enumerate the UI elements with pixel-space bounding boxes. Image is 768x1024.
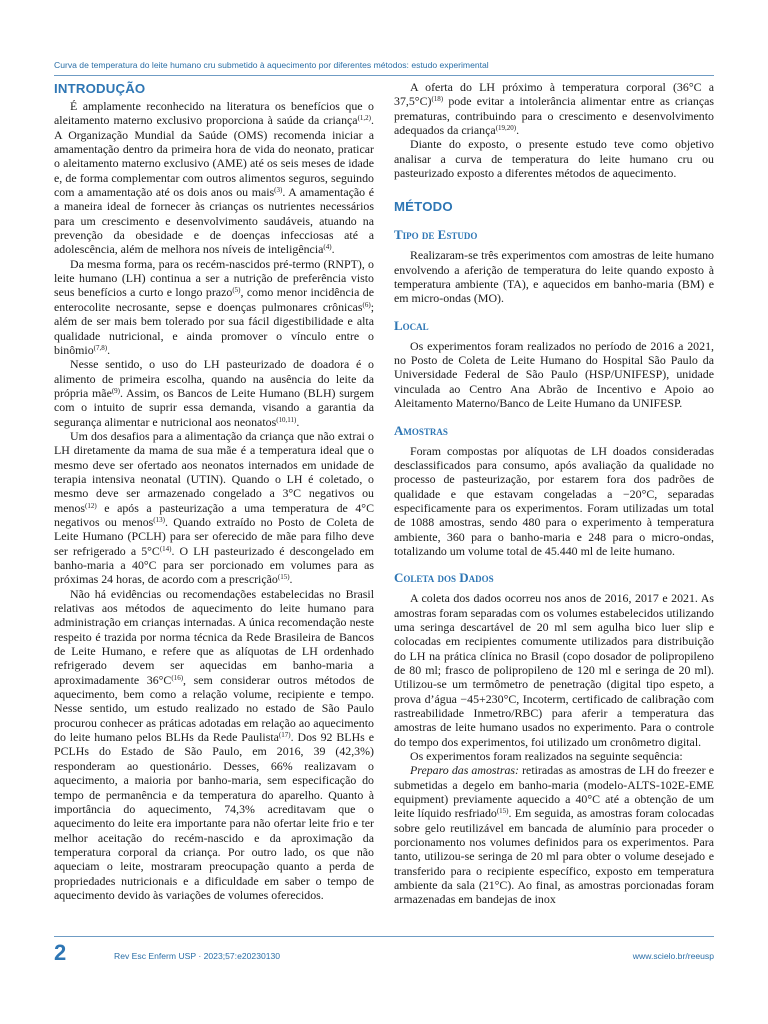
section-title-metodo: MÉTODO: [394, 199, 453, 215]
paragraph: Um dos desafios para a alimentação da criança que não extrai o LH diretamente da mama de sua mãe é a temperatura ideal que o mesmo deve ser ofertado aos neonatos internados em unidade de terapia intensiva neonatal (UTIN). Quando o LH é coletado, o mesmo deve ser armazenado congelado a 3°C negativos ou menos$^{(12)}$ e após a pasteurização a uma temperatura de 4°C negativos ou menos$^{(13)}$. Quando extraído no Posto de Coleta de Leite Humano (PCLH) para ser oferecido de mãe para filho deve ser refrigerado a $5^\circ C^{(14)}$. O LH pasteurizado é descongelado em banho-maria a 40°C para ser porcionado em volumes para as próximas 24 horas, de acordo com a prescrição$^{(15)}$.: [54, 428, 375, 587]
right-column: [394, 80, 714, 907]
paragraph: Da mesma forma, para os recém-nascidos pré-termo (RNPT), o leite humano (LH) continua a ser a nutrição de preferência visto seus benefícios a curto e longo prazo$^{(5)}$, como menor incidência de enterocolite necrosante, sepse e doenças pulmonares crônicas$^{(6)}$; além de ser mais bem tolerado por sua fácil digestibilidade e alta qualidade nutricional, e ainda promover o vínculo entre o binômio$^{(7,8)}$.: [54, 256, 374, 357]
paragraph: Preparo das amostras: retiradas as amostras de LH do freezer e submetidas a degelo em banho-maria (modelo-ALTS-102E-EME equipment) previamente aquecido a 40°C até a obtenção de um leite líquido resfriado$^{(15)}$. Em seguida, as amostras foram colocadas sobre gelo reutilizável em bancada de alumínio para proceder o porcionamento nos volumes definidos para os experimentos. Para tanto, utilizou-se seringa de 20 ml para obter o volume desejado e transferido para o recipiente específico, exposto em temperatura ambiente da sala (21°C). Ao final, as amostras porcionadas foram armazenadas em bandejas de inox: [394, 763, 715, 907]
header-divider: [54, 75, 714, 76]
section-title-introducao: INTRODUÇÃO: [54, 81, 146, 96]
paragraph: Nesse sentido, o uso do LH pasteurizado de doadora é o alimento de primeira escolha, quando na ausência do leite da própria mãe$^{(9)}$. Assim, os Bancos de Leite Humano (BLH) surgem com o intuito de suprir essa demanda, visando a garantia da segurança alimentar e nutricional aos neonatos$^{(10,11)}$.: [54, 357, 374, 429]
subsection-title-local: Local: [394, 317, 429, 333]
paragraph: É amplamente reconhecido na literatura os benefícios que o aleitamento materno exclusivo proporciona à saúde da criança$^{(1,2)}$. A Organização Mundial da Saúde (OMS) recomenda iniciar a amamentação dentro da primeira hora de vida do neonato, praticar o aleitamento materno exclusivo (AME) até os seis meses de idade e, de forma complementar com outros alimentos seguros, seguindo com a amamentação até os dois anos ou mais$^{(3)}$. A amamentação é a maneira ideal de fornecer às crianças os nutrientes necessários para um crescimento e desenvolvimento saudáveis, atuando na prevenção da obesidade e de doenças infecciosas até a adolescência, além de melhora nos níveis de inteligência$^{(4)}$.: [54, 99, 374, 257]
paragraph: Realizaram-se três experimentos com amostras de leite humano envolvendo a aferição de temperatura do leite quando exposto à temperatura ambiente (TA), e aquecidos em banho-maria (BM) e em micro-ondas (MO).: [394, 248, 714, 306]
footer-divider: [54, 936, 714, 937]
paragraph: A oferta do LH próximo à temperatura corporal (36°C a 37,5°C)$^{(18)}$ pode evitar a intolerância alimentar entre as crianças prematuras, contribuindo para o crescimento e desenvolvimento adequados da criança$^{(19,20)}$.: [394, 80, 714, 138]
subsection-title-amostras: Amostras: [394, 422, 448, 438]
journal-url[interactable]: www.scielo.br/reeusp: [632, 951, 714, 961]
paragraph: A coleta dos dados ocorreu nos anos de 2016, 2017 e 2021. As amostras foram separadas com os volumes estabelecidos utilizando uma seringa descartável de 20 ml sem agulha bico luer slip e colocadas em recipientes comumente utilizados para distribuição do LH na prática clínica no Brasil (copo dosador de polipropileno de 80 ml; frasco de polipropileno de 120 ml e seringa de 20 ml). Utilizou-se um termômetro de penetração (digital tipo espeto, a prova d’água −45+230°C, Incoterm, certificado de calibração com rastreabilidade Inmetro/RBC) para aferir a temperatura das amostras de leite humano usados no experimento. Para o controle do tempo dos experimentos, foi utilizado um cronômetro digital.: [394, 591, 714, 749]
paragraph: Os experimentos foram realizados no período de 2016 a 2021, no Posto de Coleta de Leite Humano do Hospital São Paulo da Universidade Federal de São Paulo (HSP/UNIFESP), unidade vinculada ao Centro Ana Abrão de Incentivo e Apoio ao Aleitamento Materno/Banco de Leite Humano da UNIFESP.: [394, 338, 714, 411]
subsection-title-tipo-de-estudo: Tipo de Estudo: [394, 227, 478, 243]
left-column: [54, 80, 374, 902]
page-number: 2: [54, 940, 67, 965]
running-title: Curva de temperatura do leite humano cru submetido à aquecimento por diferentes métodos: estudo experimental: [54, 60, 489, 70]
paragraph: Não há evidências ou recomendações estabelecidas no Brasil relativas aos métodos de aquecimento do leite humano para administração em crianças internadas. A única recomendação neste respeito é trazida por norma técnica da Rede Brasileira de Bancos de Leite Humano, e refere que as alíquotas de LH ordenhado refrigerado devem ser aquecidas em banho-maria a aproximadamente $36^\circ C^{(16)}$, sem considerar outros métodos de aquecimento, bem como a relação volume, recipiente e tempo. Nesse sentido, um estudo realizado no estado de São Paulo procurou conhecer as práticas adotadas em relação ao aquecimento do leite humano pelos BLHs da Rede Paulista$^{(17)}$. Dos 92 BLHs e PCLHs do Estado de São Paulo, em 2016, 39 (42,3%) responderam ao questionário. Desses, 66% realizavam o aquecimento, a maioria por banho-maria, sem especificação do tempo de permanência e da temperatura do aparelho. Quanto à importância do aquecimento, 74,3% acreditavam que o aquecimento do leite era importante para não ofertar leite frio e ter melhor aceitação do recém-nascido e da aproximação da temperatura corporal da criança. Por outro lado, os que não aqueciam o leite, mostraram preocupação quanto a perda de propriedades nutricionais e a dificuldade em saber o tempo de aquecimento devido às variações de volumes oferecidos.: [54, 586, 374, 902]
subsection-title-coleta-dos-dados: Coleta dos Dados: [394, 570, 494, 586]
paragraph: Foram compostas por alíquotas de LH doados consideradas desclassificados para consumo, após avaliação da qualidade no processo de pasteurização, por estarem fora dos padrões de qualidade e que estavam congeladas a −20°C, separadas especificamente para os experimentos. Foram utilizadas um total de 1088 amostras, sendo 480 para o experimento à temperatura ambiente, 360 para o banho-maria e 248 para o micro-ondas, totalizando um volume total de 45.440 ml de leite humano.: [394, 443, 714, 558]
journal-citation: Rev Esc Enferm USP · 2023;57:e20230130: [114, 951, 281, 961]
paragraph: Os experimentos foram realizados na seguinte sequência:: [410, 749, 683, 764]
paragraph: Diante do exposto, o presente estudo teve como objetivo analisar a curva de temperatura do leite humano cru ou pasteurizado exposto a diferentes métodos de aquecimento.: [394, 137, 714, 181]
